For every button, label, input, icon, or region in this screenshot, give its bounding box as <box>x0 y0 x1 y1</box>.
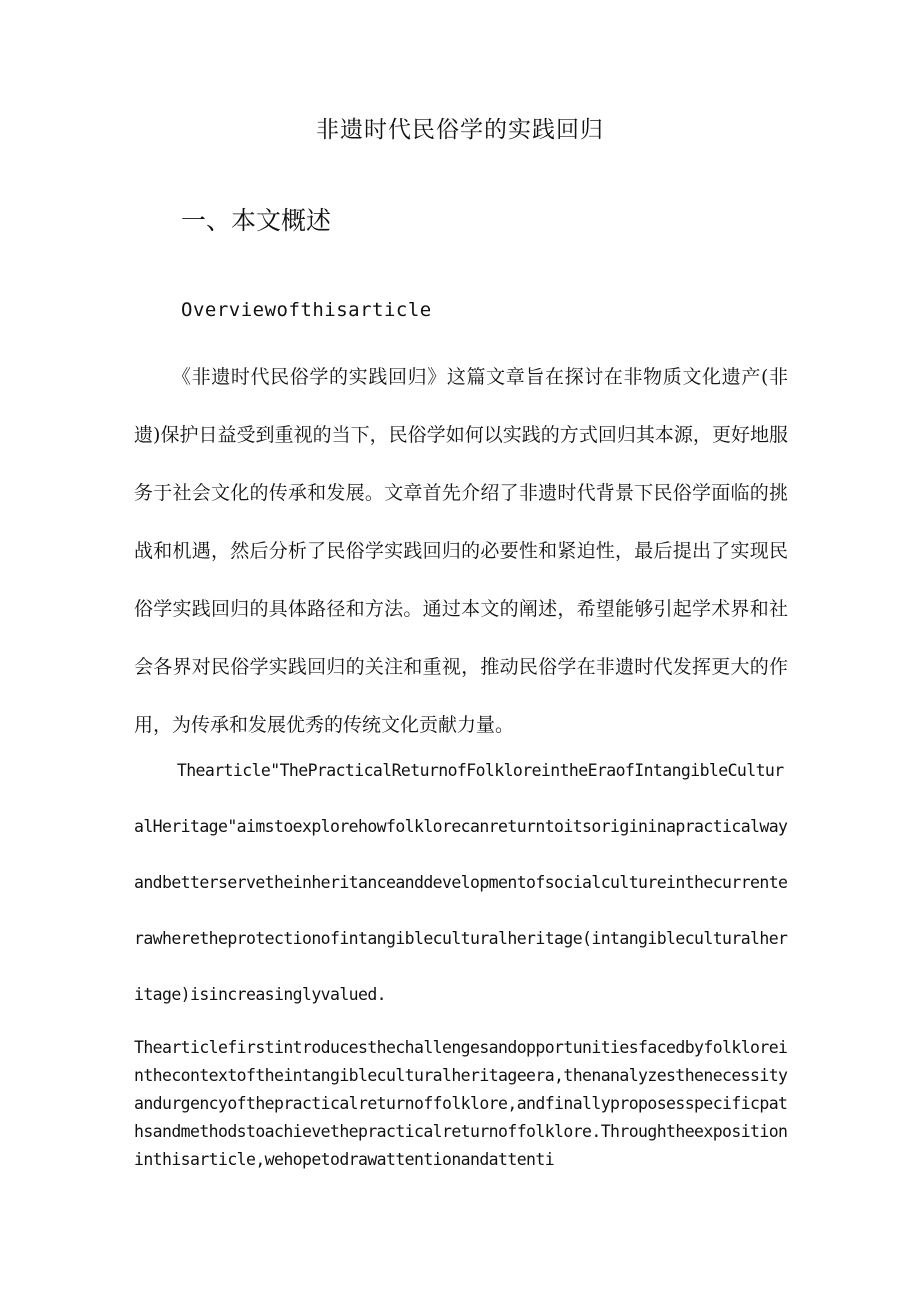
document-title: 非遗时代民俗学的实践回归 <box>316 117 604 143</box>
section-heading-english: Overviewofthisarticle <box>181 299 432 321</box>
chinese-overview-paragraph: 《非遗时代民俗学的实践回归》这篇文章旨在探讨在非物质文化遗产(非遗)保护日益受到重视的当下，民俗学如何以实践的方式回归其本源，更好地服务于社会文化的传承和发展。文章首先介绍了非遗时代背景下民俗学面临的挑战和机遇，然后分析了民俗学实践回归的必要性和紧迫性，最后提出了实现民俗学实践回归的具体路径和方法。通过本文的阐述，希望能够引起学术界和社会各界对民俗学实践回归的关注和重视，推动民俗学在非遗时代发挥更大的作用，为传承和发展优秀的传统文化贡献力量。 <box>134 366 788 736</box>
section-heading: 一、本文概述 <box>181 206 332 235</box>
english-overview-paragraph-2: Thearticlefirstintroducesthechallengesandopportunitiesfacedbyfolkloreinthecontextoftheintangibleculturalheritageera,thenanalyzesthenecessityandurgencyofthepracticalreturnoffolklore,andfinallyproposesspecificpathsandmethodstoachievethepracticalreturnoffolklore.Throughtheexpositioninthisarticle,wehopetodrawattentionandattenti <box>134 1038 788 1169</box>
english-overview-paragraph-1: Thearticle"ThePracticalReturnofFolkloreintheEraofIntangibleCulturalHeritage"aimstoexplorehowfolklorecanreturntoitsorigininapracticalwayandbetterservetheinheritanceanddevelopmentofsocialcultureinthecurrenterawheretheprotectionofintangibleculturalheritage(intangibleculturalheritage)isincreasinglyvalued. <box>134 761 788 1004</box>
